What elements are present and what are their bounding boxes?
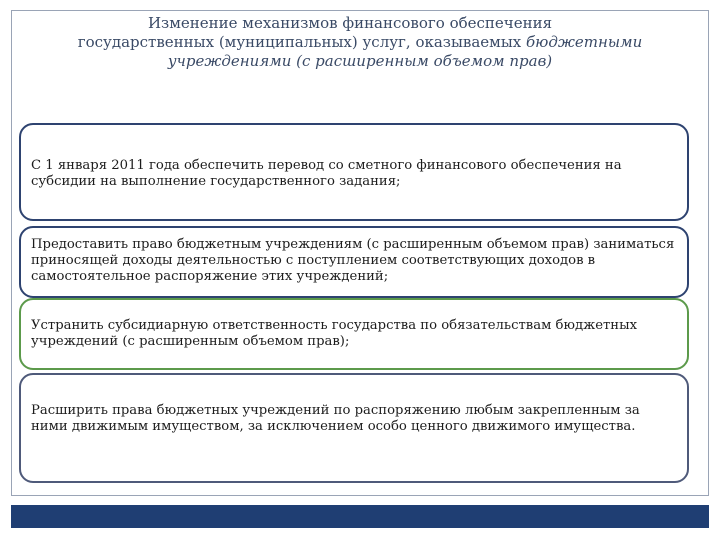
title-line-3: учреждениями (с расширенным объемом прав) <box>167 52 553 70</box>
measure-card-2 <box>19 226 689 298</box>
title-line-2-text: государственных (муниципальных) услуг, оказываемых <box>77 33 527 51</box>
measure-card-3 <box>19 298 689 370</box>
measure-card-1 <box>19 123 689 221</box>
measure-text-1: С 1 января 2011 года обеспечить перевод со сметного финансового обеспечения на субсидии на выполнение государственного задания; <box>31 158 622 189</box>
measure-text-4: Расширить права бюджетных учреждений по распоряжению любым закрепленным за ними движимым имуществом, за исключением особо ценного движимого имущества. <box>31 403 640 434</box>
title-line-2-italic: бюджетными <box>526 33 643 51</box>
slide-title <box>0 14 720 71</box>
title-line-1: Изменение механизмов финансового обеспечения <box>147 14 553 32</box>
title-line-2 <box>0 33 720 52</box>
measure-card-4 <box>19 373 689 483</box>
bottom-bar <box>11 505 709 528</box>
measure-text-3: Устранить субсидиарную ответственность государства по обязательствам бюджетных учреждений (с расширенным объемом прав); <box>31 318 638 349</box>
measure-text-2: Предоставить право бюджетным учреждениям (с расширенным объемом прав) заниматься приносящей доходы деятельностью с поступлением соответствующих доходов в самостоятельное распоряжение этих учреждений; <box>31 237 675 284</box>
